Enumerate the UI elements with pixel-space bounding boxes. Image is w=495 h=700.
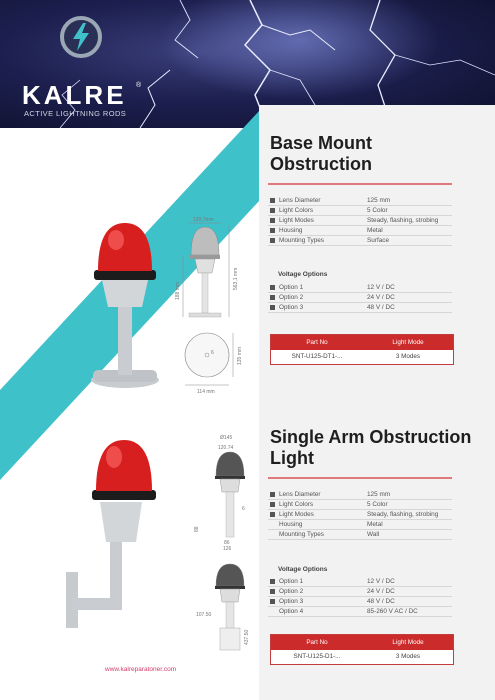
- light-mode-cell: 3 Modes: [395, 653, 421, 660]
- brand-logo: [18, 14, 148, 118]
- table-row: [271, 350, 453, 364]
- dim-d3: 88: [194, 526, 200, 532]
- bullet-icon: [270, 198, 275, 203]
- product1-photo: [88, 215, 168, 395]
- spec-row: Housing Metal: [268, 520, 452, 530]
- spec-row: Lens Diameter 125 mm: [268, 196, 452, 206]
- product1-spec-list: [268, 196, 452, 246]
- bullet-icon: [270, 285, 275, 290]
- bullet-icon: [270, 218, 275, 223]
- spec-row: Light Colors 5 Color: [268, 206, 452, 216]
- bullet-icon: [270, 228, 275, 233]
- bullet-icon: [270, 238, 275, 243]
- table-header: [271, 635, 453, 650]
- voltage-row: Option 1 12 V / DC: [268, 283, 452, 293]
- part-no-header: Part No: [306, 639, 328, 646]
- voltage-row: Option 4 85-260 V AC / DC: [268, 607, 452, 617]
- product2-part-table: [270, 634, 454, 665]
- bullet-icon: [270, 492, 275, 497]
- spec-row: Mounting Types Wall: [268, 530, 452, 540]
- dim-side-height: 188 mm: [175, 281, 181, 300]
- voltage-row: Option 3 48 V / DC: [268, 303, 452, 313]
- spec-row: Mounting Types Surface: [268, 236, 452, 246]
- dim-d2: 120.74: [218, 445, 234, 451]
- bullet-icon: [270, 305, 275, 310]
- product1-technical-drawing: [175, 215, 255, 400]
- bullet-icon: [270, 589, 275, 594]
- bullet-icon: [270, 599, 275, 604]
- bullet-icon: [270, 502, 275, 507]
- product2-title: Single Arm Obstruction Light: [270, 427, 472, 468]
- spec-row: Light Modes Steady, flashing, strobing: [268, 216, 452, 226]
- bolt-logo-icon: [60, 16, 102, 58]
- product2-spec-list: [268, 490, 452, 540]
- dim-d6: 107.50: [196, 612, 212, 618]
- voltage-row: Option 1 12 V / DC: [268, 577, 452, 587]
- product2-voltage-list: [268, 577, 452, 617]
- product1-title: Base Mount Obstruction: [270, 133, 373, 174]
- dim-d7: 437.50: [244, 629, 250, 645]
- dim-base-width: 114 mm: [197, 389, 215, 395]
- product1-voltage-list: [268, 283, 452, 313]
- dim-hole: 6: [211, 350, 214, 356]
- spec-row: Light Colors 5 Color: [268, 500, 452, 510]
- registered-mark: ®: [136, 82, 142, 89]
- bullet-icon: [270, 579, 275, 584]
- product2-voltage-heading: Voltage Options: [278, 566, 328, 573]
- spec-row: Light Modes Steady, flashing, strobing: [268, 510, 452, 520]
- part-no-cell: SNT-U125-DT1-...: [291, 353, 343, 360]
- dim-d4: 86: [224, 540, 230, 546]
- brand-tagline: ACTIVE LIGHTNING RODS: [24, 109, 127, 118]
- dim-top: 120,7mm: [193, 217, 214, 223]
- bullet-icon: [270, 295, 275, 300]
- spec-row: Lens Diameter 125 mm: [268, 490, 452, 500]
- product1-voltage-heading: Voltage Options: [278, 271, 328, 278]
- table-header: [271, 335, 453, 350]
- voltage-row: Option 2 24 V / DC: [268, 587, 452, 597]
- product1-part-table: [270, 334, 454, 365]
- dim-d1: Ø145: [220, 435, 233, 441]
- spec-row: Housing Metal: [268, 226, 452, 236]
- dim-circle-diameter: 135 mm: [237, 346, 243, 365]
- part-no-header: Part No: [306, 339, 328, 346]
- voltage-row: Option 2 24 V / DC: [268, 293, 452, 303]
- brand-name: KALRE: [22, 80, 127, 110]
- light-mode-header: Light Mode: [392, 339, 424, 346]
- light-mode-header: Light Mode: [392, 639, 424, 646]
- bullet-icon: [270, 208, 275, 213]
- website-link[interactable]: www.kalreparatoner.com: [105, 666, 177, 673]
- dim-d5: 126: [223, 546, 232, 552]
- product2-photo: [62, 432, 177, 632]
- bullet-icon: [270, 512, 275, 517]
- table-row: [271, 650, 453, 664]
- product1-title-rule: [268, 183, 452, 185]
- part-no-cell: SNT-U125-D1-...: [293, 653, 341, 660]
- light-mode-cell: 3 Modes: [395, 353, 421, 360]
- product2-technical-drawing: [190, 430, 260, 660]
- voltage-row: Option 3 48 V / DC: [268, 597, 452, 607]
- product2-title-rule: [268, 477, 452, 479]
- dim-total-height: 563,1 mm: [233, 267, 239, 290]
- dim-d8: 6: [242, 506, 245, 512]
